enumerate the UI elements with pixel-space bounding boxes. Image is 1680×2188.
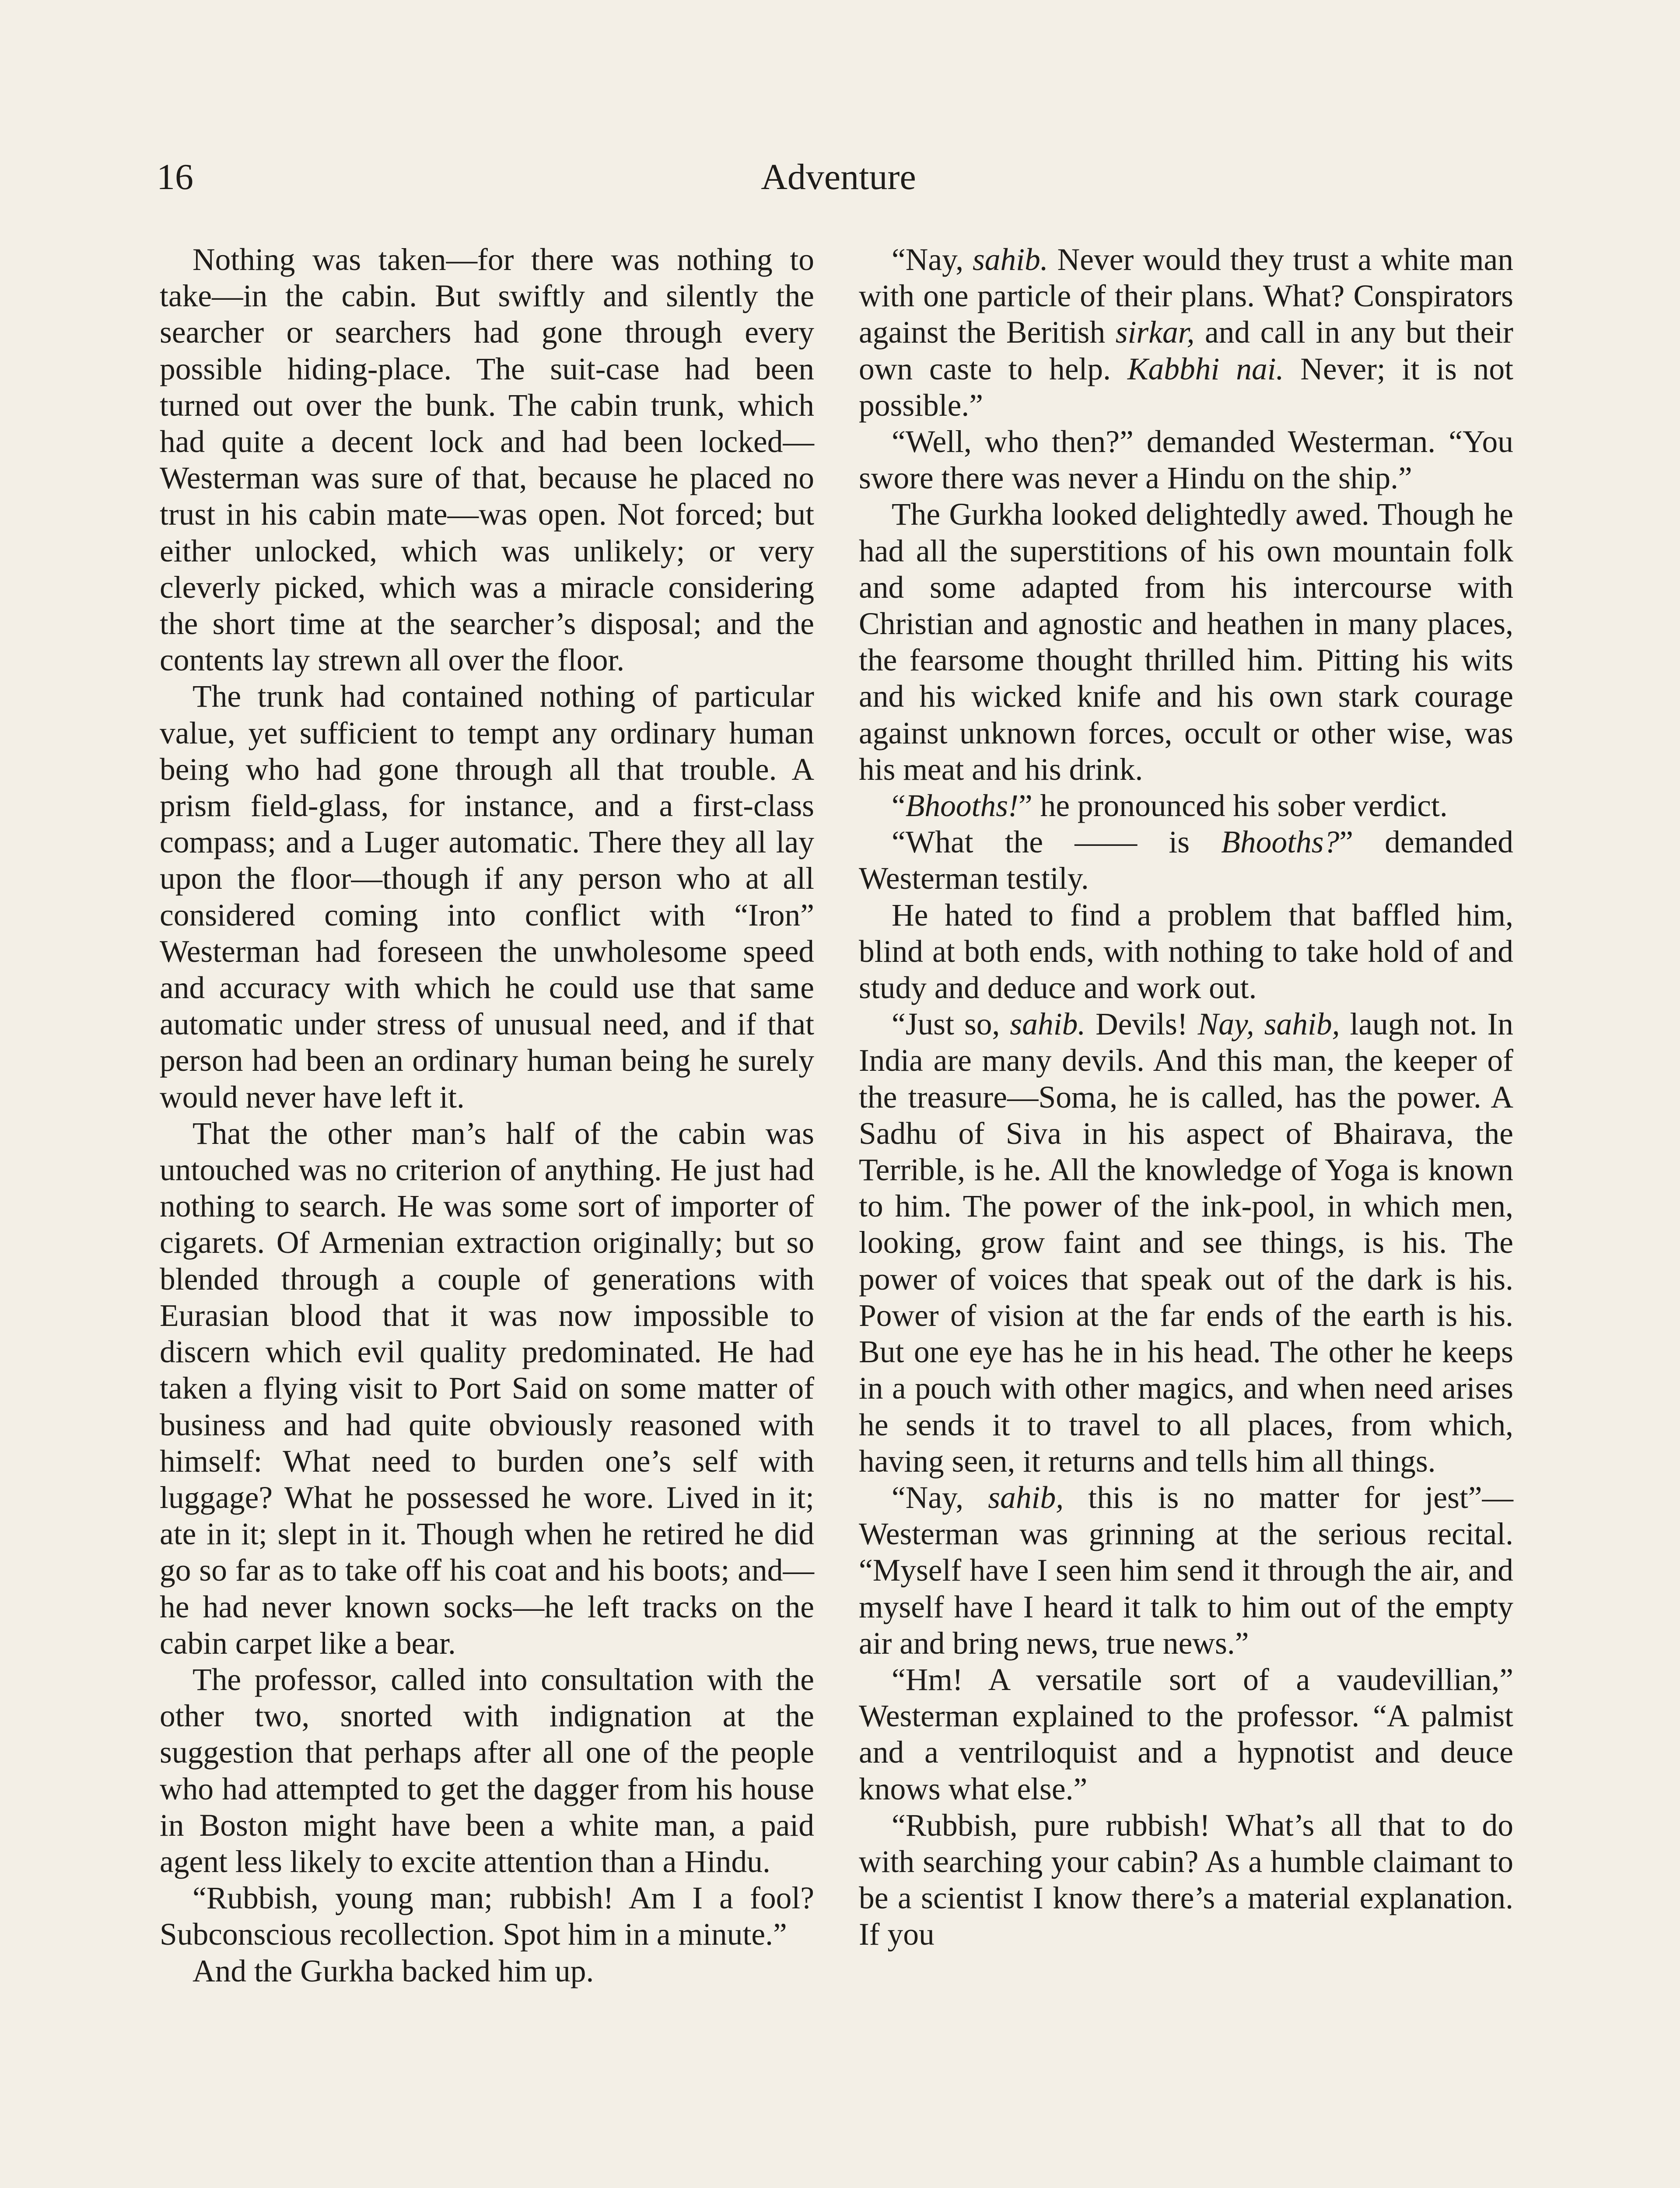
page-header	[157, 155, 1520, 203]
paragraph: And the Gurkha backed him up.	[192, 1953, 594, 1988]
paragraph: “Rubbish, young man; rubbish! Am I a fool? Subconscious recollection. Spot him in a minute.”	[160, 1881, 814, 1952]
paragraph: “Hm! A versatile sort of a vaudevillian,” Westerman explained to the professor. “A palmist and a ventriloquist and a hypnotist and deuce knows what else.”	[859, 1662, 1513, 1806]
paragraph: The professor, called into consultation with the other two, snorted with indignation at the suggestion that perhaps after all one of the people who had attempted to get the dagger from his house in Boston might have been a white man, a paid agent less likely to excite attention than a Hindu.	[160, 1662, 814, 1879]
paragraph: The Gurkha looked delightedly awed. Though he had all the superstitions of his own mountain folk and some adapted from his intercourse with Christian and agnostic and heathen in many places, the fearsome thought thrilled him. Pitting his wits and his wicked knife and his own stark courage against unknown forces, occult or other wise, was his meat and his drink.	[859, 497, 1513, 787]
paragraph: That the other man’s half of the cabin was untouched was no criterion of anything. He just had nothing to search. He was some sort of importer of cigarets. Of Armenian extraction originally; but so blended through a couple of generations with Eurasian blood that it was now impossible to discern which evil quality predominated. He had taken a flying visit to Port Said on some matter of business and had quite obviously reasoned with himself: What need to burden one’s self with luggage? What he possessed he wore. Lived in it; ate in it; slept in it. Though when he retired he did go so far as to take off his coat and his boots; and—he had never known socks—he left tracks on the cabin carpet like a bear.	[160, 1116, 814, 1661]
paragraph: “What the —— is Bhooths?” demanded Westerman testily.	[859, 825, 1513, 896]
paragraph: “Well, who then?” demanded Westerman. “You swore there was never a Hindu on the ship.”	[859, 424, 1513, 496]
paragraph: “Just so, sahib. Devils! Nay, sahib, laugh not. In India are many devils. And this man, the keeper of the treasure—Soma, he is called, has the power. A Sadhu of Siva in his aspect of Bhairava, the Terrible, is he. All the knowledge of Yoga is known to him. The power of the ink-pool, in which men, looking, grow faint and see things, is his. The power of voices that speak out of the dark is his. Power of vision at the far ends of the earth is his. But one eye has he in his head. The other he keeps in a pouch with other magics, and when need arises he sends it to travel to all places, from which, having seen, it returns and tells him all things.	[859, 1007, 1513, 1479]
paragraph: The trunk had contained nothing of particular value, yet sufficient to tempt any ordinary human being who had gone through all that trouble. A prism field-glass, for instance, and a first-class compass; and a Luger automatic. There they all lay upon the floor—though if any person who at all considered coming into conflict with “Iron” Westerman had foreseen the unwholesome speed and accuracy with which he could use that same automatic under stress of unusual need, and if that person had been an ordinary human being he surely would never have left it.	[160, 679, 814, 1115]
left-column	[160, 242, 814, 1989]
right-column	[859, 242, 1513, 1953]
paragraph: “Bhooths!” he pronounced his sober verdict.	[892, 789, 1448, 824]
paragraph: He hated to find a problem that baffled him, blind at both ends, with nothing to take hold of and study and deduce and work out.	[859, 898, 1513, 1006]
paragraph: “Nay, sahib, this is no matter for jest”—Westerman was grinning at the serious recital. “Myself have I seen him send it through the air, and myself have I heard it talk to him out of the empty air and bring news, true news.”	[859, 1480, 1514, 1661]
paragraph: Nothing was taken—for there was nothing to take—in the cabin. But swiftly and silently the searcher or searchers had gone through every possible hiding-place. The suit-case had been turned out over the bunk. The cabin trunk, which had quite a decent lock and had been locked—Westerman was sure of that, because he placed no trust in his cabin mate—was open. Not forced; but either unlocked, which was unlikely; or very cleverly picked, which was a miracle considering the short time at the searcher’s disposal; and the contents lay strewn all over the floor.	[160, 242, 814, 678]
paragraph: “Rubbish, pure rubbish! What’s all that to do with searching your cabin? As a humble claimant to be a scientist I know there’s a material explanation. If you	[859, 1808, 1513, 1952]
running-head: Adventure	[761, 157, 916, 197]
paragraph: “Nay, sahib. Never would they trust a white man with one particle of their plans. What? Conspirators against the Beritish sirkar, and call in any but their own caste to help. Kabbhi nai. Never; it is not possible.”	[859, 242, 1513, 423]
page-number: 16	[157, 157, 193, 197]
